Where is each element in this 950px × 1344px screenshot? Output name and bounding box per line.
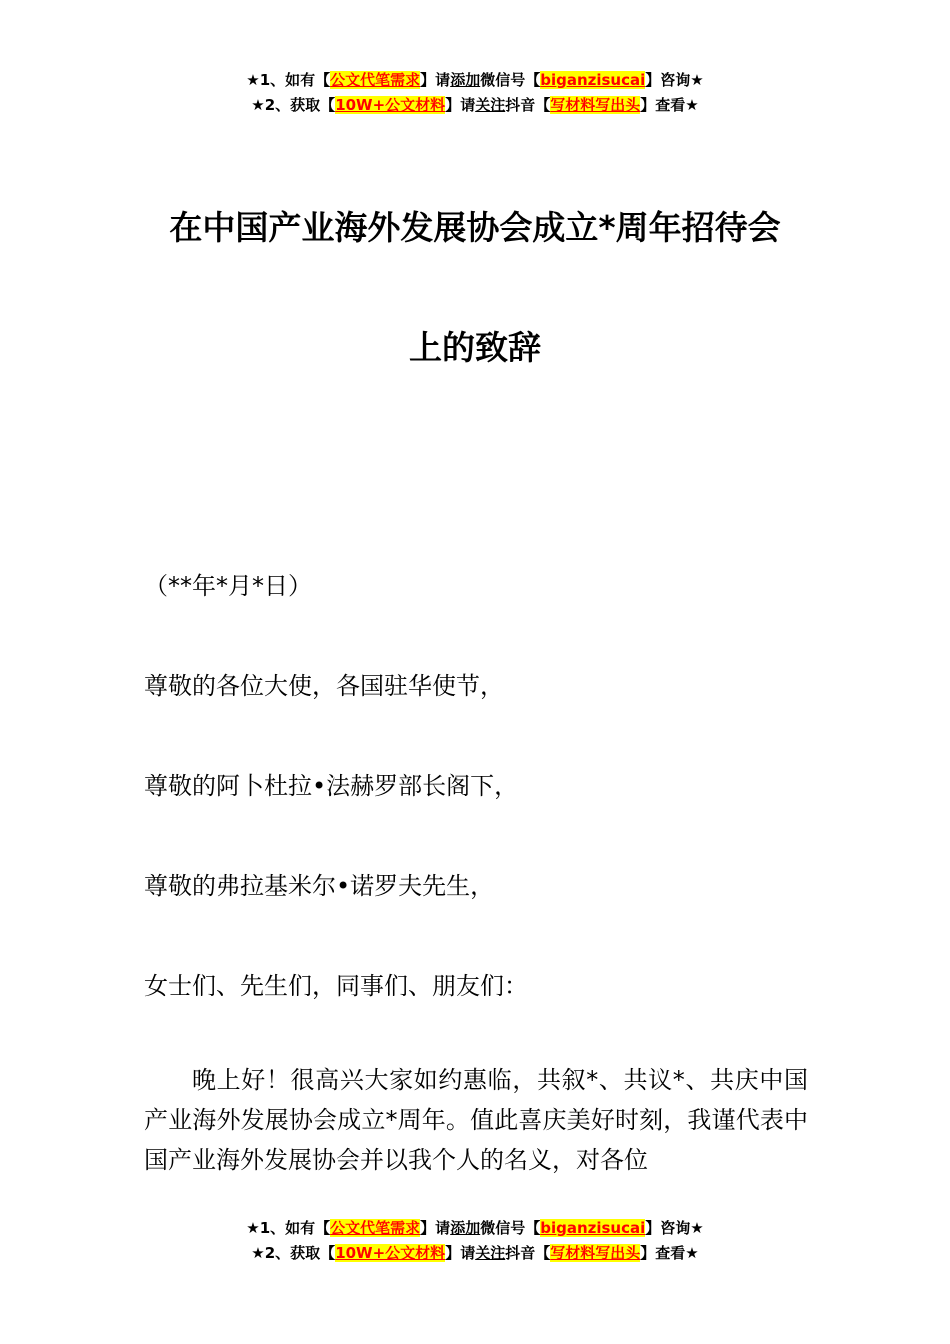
header-promo — [0, 68, 950, 118]
promo-highlight-materials: 10W+公文材料 — [335, 96, 446, 114]
promo-line-1: ★1、如有【公文代笔需求】请添加微信号【biganzisucai】咨询★ — [246, 71, 704, 89]
body-paragraph: 晚上好！很高兴大家如约惠临，共叙*、共议*、共庆中国产业海外发展协会成立*周年。值此喜庆美好时刻，我谨代表中国产业海外发展协会并以我个人的名义，对各位 — [144, 1066, 808, 1174]
promo-highlight-service: 公文代笔需求 — [330, 1219, 421, 1237]
promo-highlight-service: 公文代笔需求 — [330, 71, 421, 89]
promo-line-1: ★1、如有【公文代笔需求】请添加微信号【biganzisucai】咨询★ — [246, 1219, 704, 1237]
salutation-line: 尊敬的各位大使，各国驻华使节， — [144, 672, 504, 700]
document-date: （**年*月*日） — [144, 572, 312, 600]
document-title-line-2: 上的致辞 — [409, 328, 541, 367]
document-title-line-1: 在中国产业海外发展协会成立*周年招待会 — [169, 208, 781, 247]
footer-promo — [0, 1216, 950, 1266]
promo-highlight-materials: 10W+公文材料 — [335, 1244, 446, 1262]
promo-highlight-wechat: biganzisucai — [540, 71, 646, 89]
promo-highlight-douyin: 写材料写出头 — [550, 96, 641, 114]
salutation-line: 尊敬的阿卜杜拉•法赫罗部长阁下， — [144, 772, 519, 800]
promo-highlight-wechat: biganzisucai — [540, 1219, 646, 1237]
promo-highlight-douyin: 写材料写出头 — [550, 1244, 641, 1262]
salutation-line: 女士们、先生们，同事们、朋友们： — [144, 972, 528, 1000]
promo-line-2: ★2、获取【10W+公文材料】请关注抖音【写材料写出头】查看★ — [251, 96, 699, 114]
salutation-line: 尊敬的弗拉基米尔•诺罗夫先生， — [144, 872, 495, 900]
promo-line-2: ★2、获取【10W+公文材料】请关注抖音【写材料写出头】查看★ — [251, 1244, 699, 1262]
